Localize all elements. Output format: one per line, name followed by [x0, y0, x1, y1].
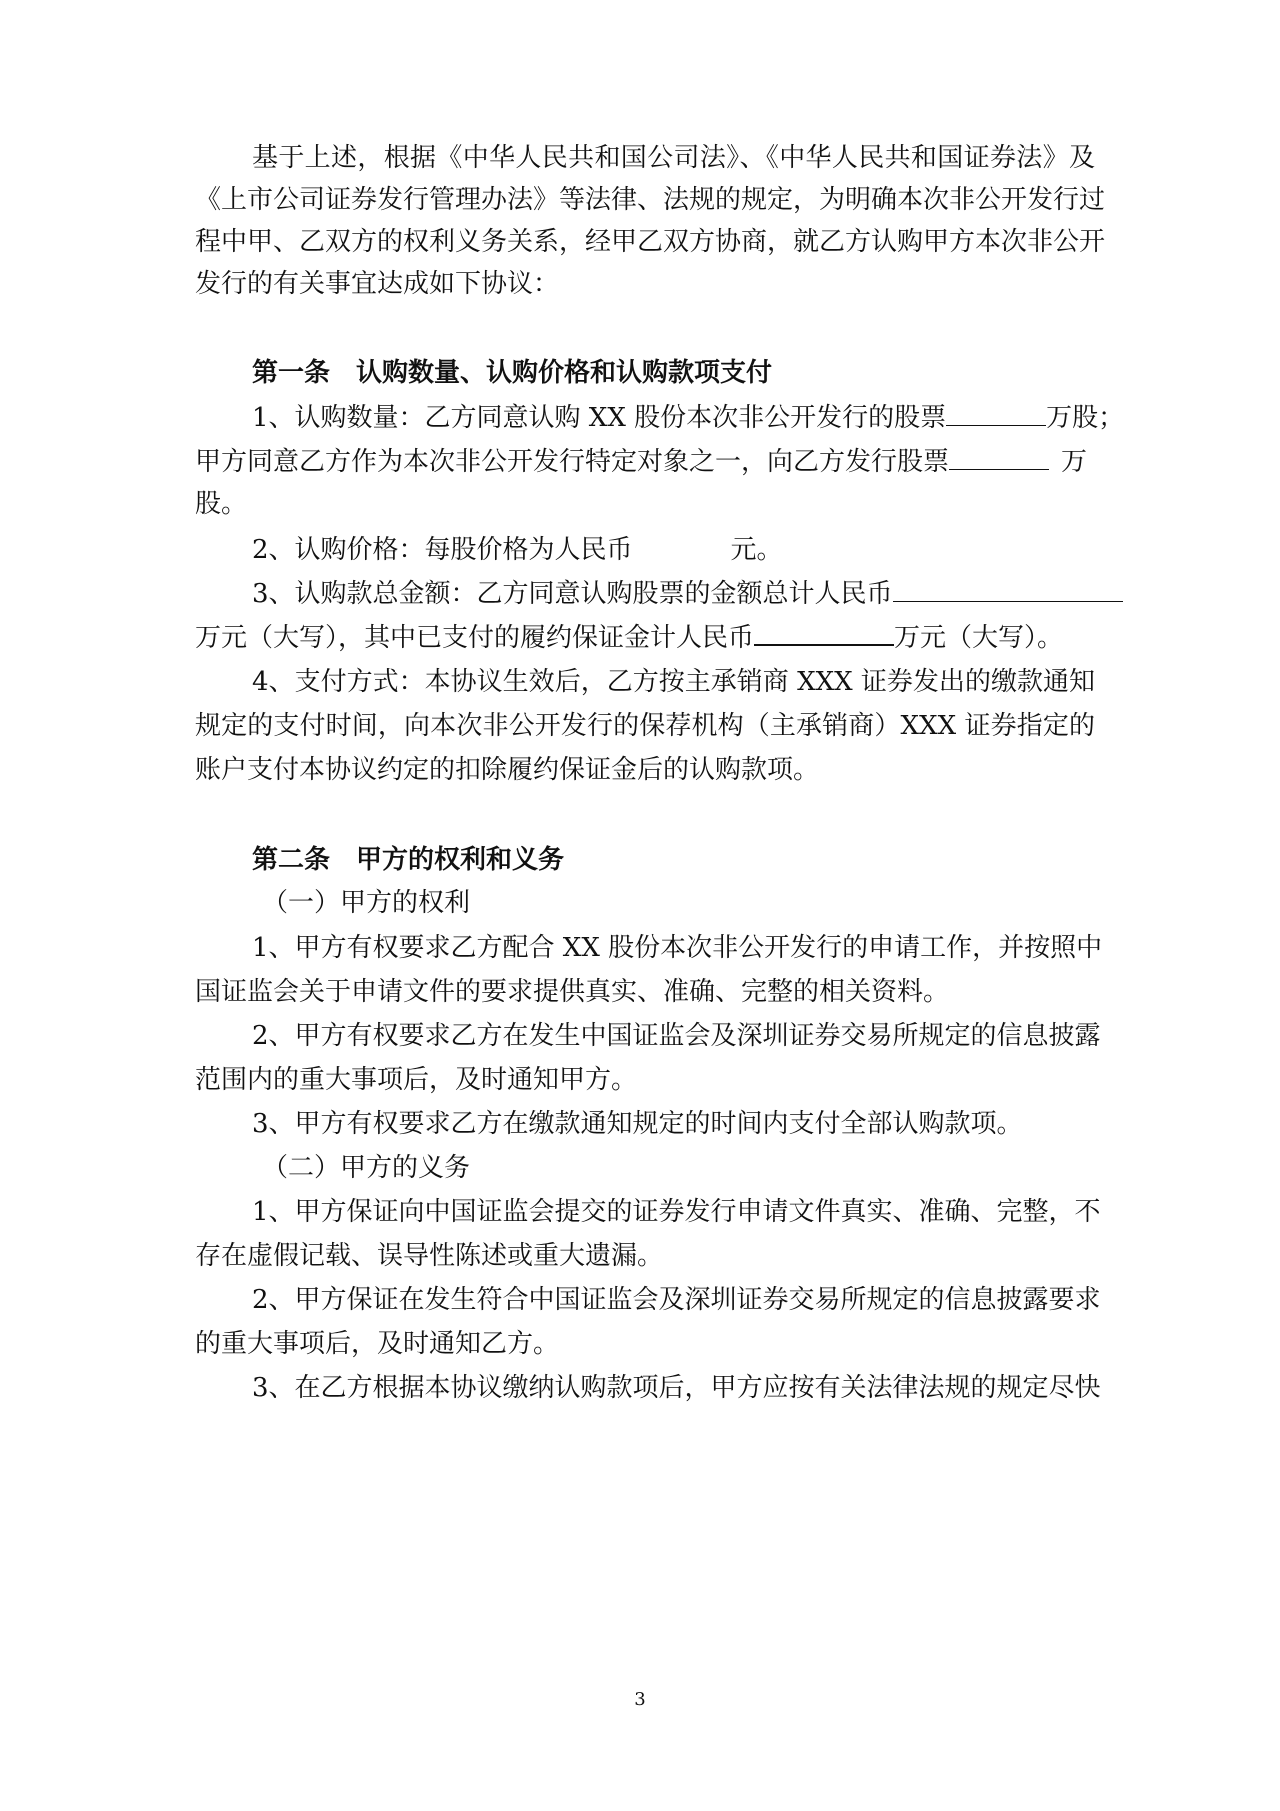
obligations-item3-line1: 3、在乙方根据本协议缴纳认购款项后，甲方应按有关法律法规的规定尽快 [252, 1373, 1101, 1403]
obligations-item1-line1: 1、甲方保证向中国证监会提交的证券发行申请文件真实、准确、完整，不 [252, 1197, 1101, 1227]
page-number: 3 [634, 1689, 646, 1710]
rights-item3: 3、甲方有权要求乙方在缴款通知规定的时间内支付全部认购款项。 [252, 1109, 1023, 1139]
item1-text-a: 1、认购数量：乙方同意认购 XX 股份本次非公开发行的股票 [252, 403, 947, 433]
item2-text-b: 元。 [730, 535, 783, 565]
rights-item1-line2: 国证监会关于申请文件的要求提供真实、准确、完整的相关资料。 [195, 977, 950, 1007]
article1-item1-line1 [252, 398, 1125, 438]
article1-item1-line3: 股。 [195, 489, 248, 519]
obligations-item2-line1: 2、甲方保证在发生符合中国证监会及深圳证券交易所规定的信息披露要求 [252, 1285, 1101, 1315]
item3-text-a: 3、认购款总金额：乙方同意认购股票的金额总计人民币 [252, 579, 893, 609]
article1-item2 [252, 530, 1095, 570]
article1-title: 第一条 认购数量、认购价格和认购款项支付 [252, 358, 773, 388]
intro-line-1: 基于上述，根据《中华人民共和国公司法》、《中华人民共和国证券法》及 [252, 143, 1095, 173]
intro-line-3: 程中甲、乙双方的权利义务关系，经甲乙双方协商，就乙方认购甲方本次非公开 [195, 227, 1106, 257]
total-amount-blank [893, 577, 1123, 602]
item1-text-b: 万股； [1046, 403, 1125, 433]
obligations-heading: （二）甲方的义务 [262, 1153, 471, 1183]
intro-line-4: 发行的有关事宜达成如下协议： [195, 269, 560, 299]
rights-heading: （一）甲方的权利 [262, 888, 471, 918]
item3-text-b: 万元（大写），其中已支付的履约保证金计人民币 [195, 623, 755, 653]
article2-title: 第二条 甲方的权利和义务 [252, 845, 565, 875]
quantity-blank-2 [949, 445, 1049, 470]
article1-item3-line1 [252, 574, 1095, 614]
rights-item1-line1: 1、甲方有权要求乙方配合 XX 股份本次非公开发行的申请工作，并按照中 [252, 933, 1103, 963]
item3-text-c: 万元（大写）。 [894, 623, 1064, 653]
item2-text-a: 2、认购价格：每股价格为人民币 [252, 535, 633, 565]
article1-item4-line1: 4、支付方式：本协议生效后，乙方按主承销商 XXX 证券发出的缴款通知 [252, 667, 1095, 697]
article1-item1-line2 [195, 442, 1095, 482]
article1-item4-line2: 规定的支付时间，向本次非公开发行的保荐机构（主承销商）XXX 证券指定的 [195, 711, 1095, 741]
item1-text-c: 甲方同意乙方作为本次非公开发行特定对象之一，向乙方发行股票 [195, 447, 950, 477]
obligations-item2-line2: 的重大事项后，及时通知乙方。 [195, 1329, 560, 1359]
quantity-blank-1 [946, 401, 1046, 426]
rights-item2-line2: 范围内的重大事项后，及时通知甲方。 [195, 1065, 638, 1095]
rights-item2-line1: 2、甲方有权要求乙方在发生中国证监会及深圳证券交易所规定的信息披露 [252, 1021, 1101, 1051]
obligations-item1-line2: 存在虚假记载、误导性陈述或重大遗漏。 [195, 1241, 664, 1271]
article1-item3-line2 [195, 618, 1095, 658]
item1-text-d: 万 [1061, 447, 1088, 477]
deposit-amount-blank [754, 620, 894, 646]
article1-item4-line3: 账户支付本协议约定的扣除履约保证金后的认购款项。 [195, 755, 820, 785]
intro-line-2: 《上市公司证券发行管理办法》等法律、法规的规定，为明确本次非公开发行过 [195, 185, 1106, 215]
